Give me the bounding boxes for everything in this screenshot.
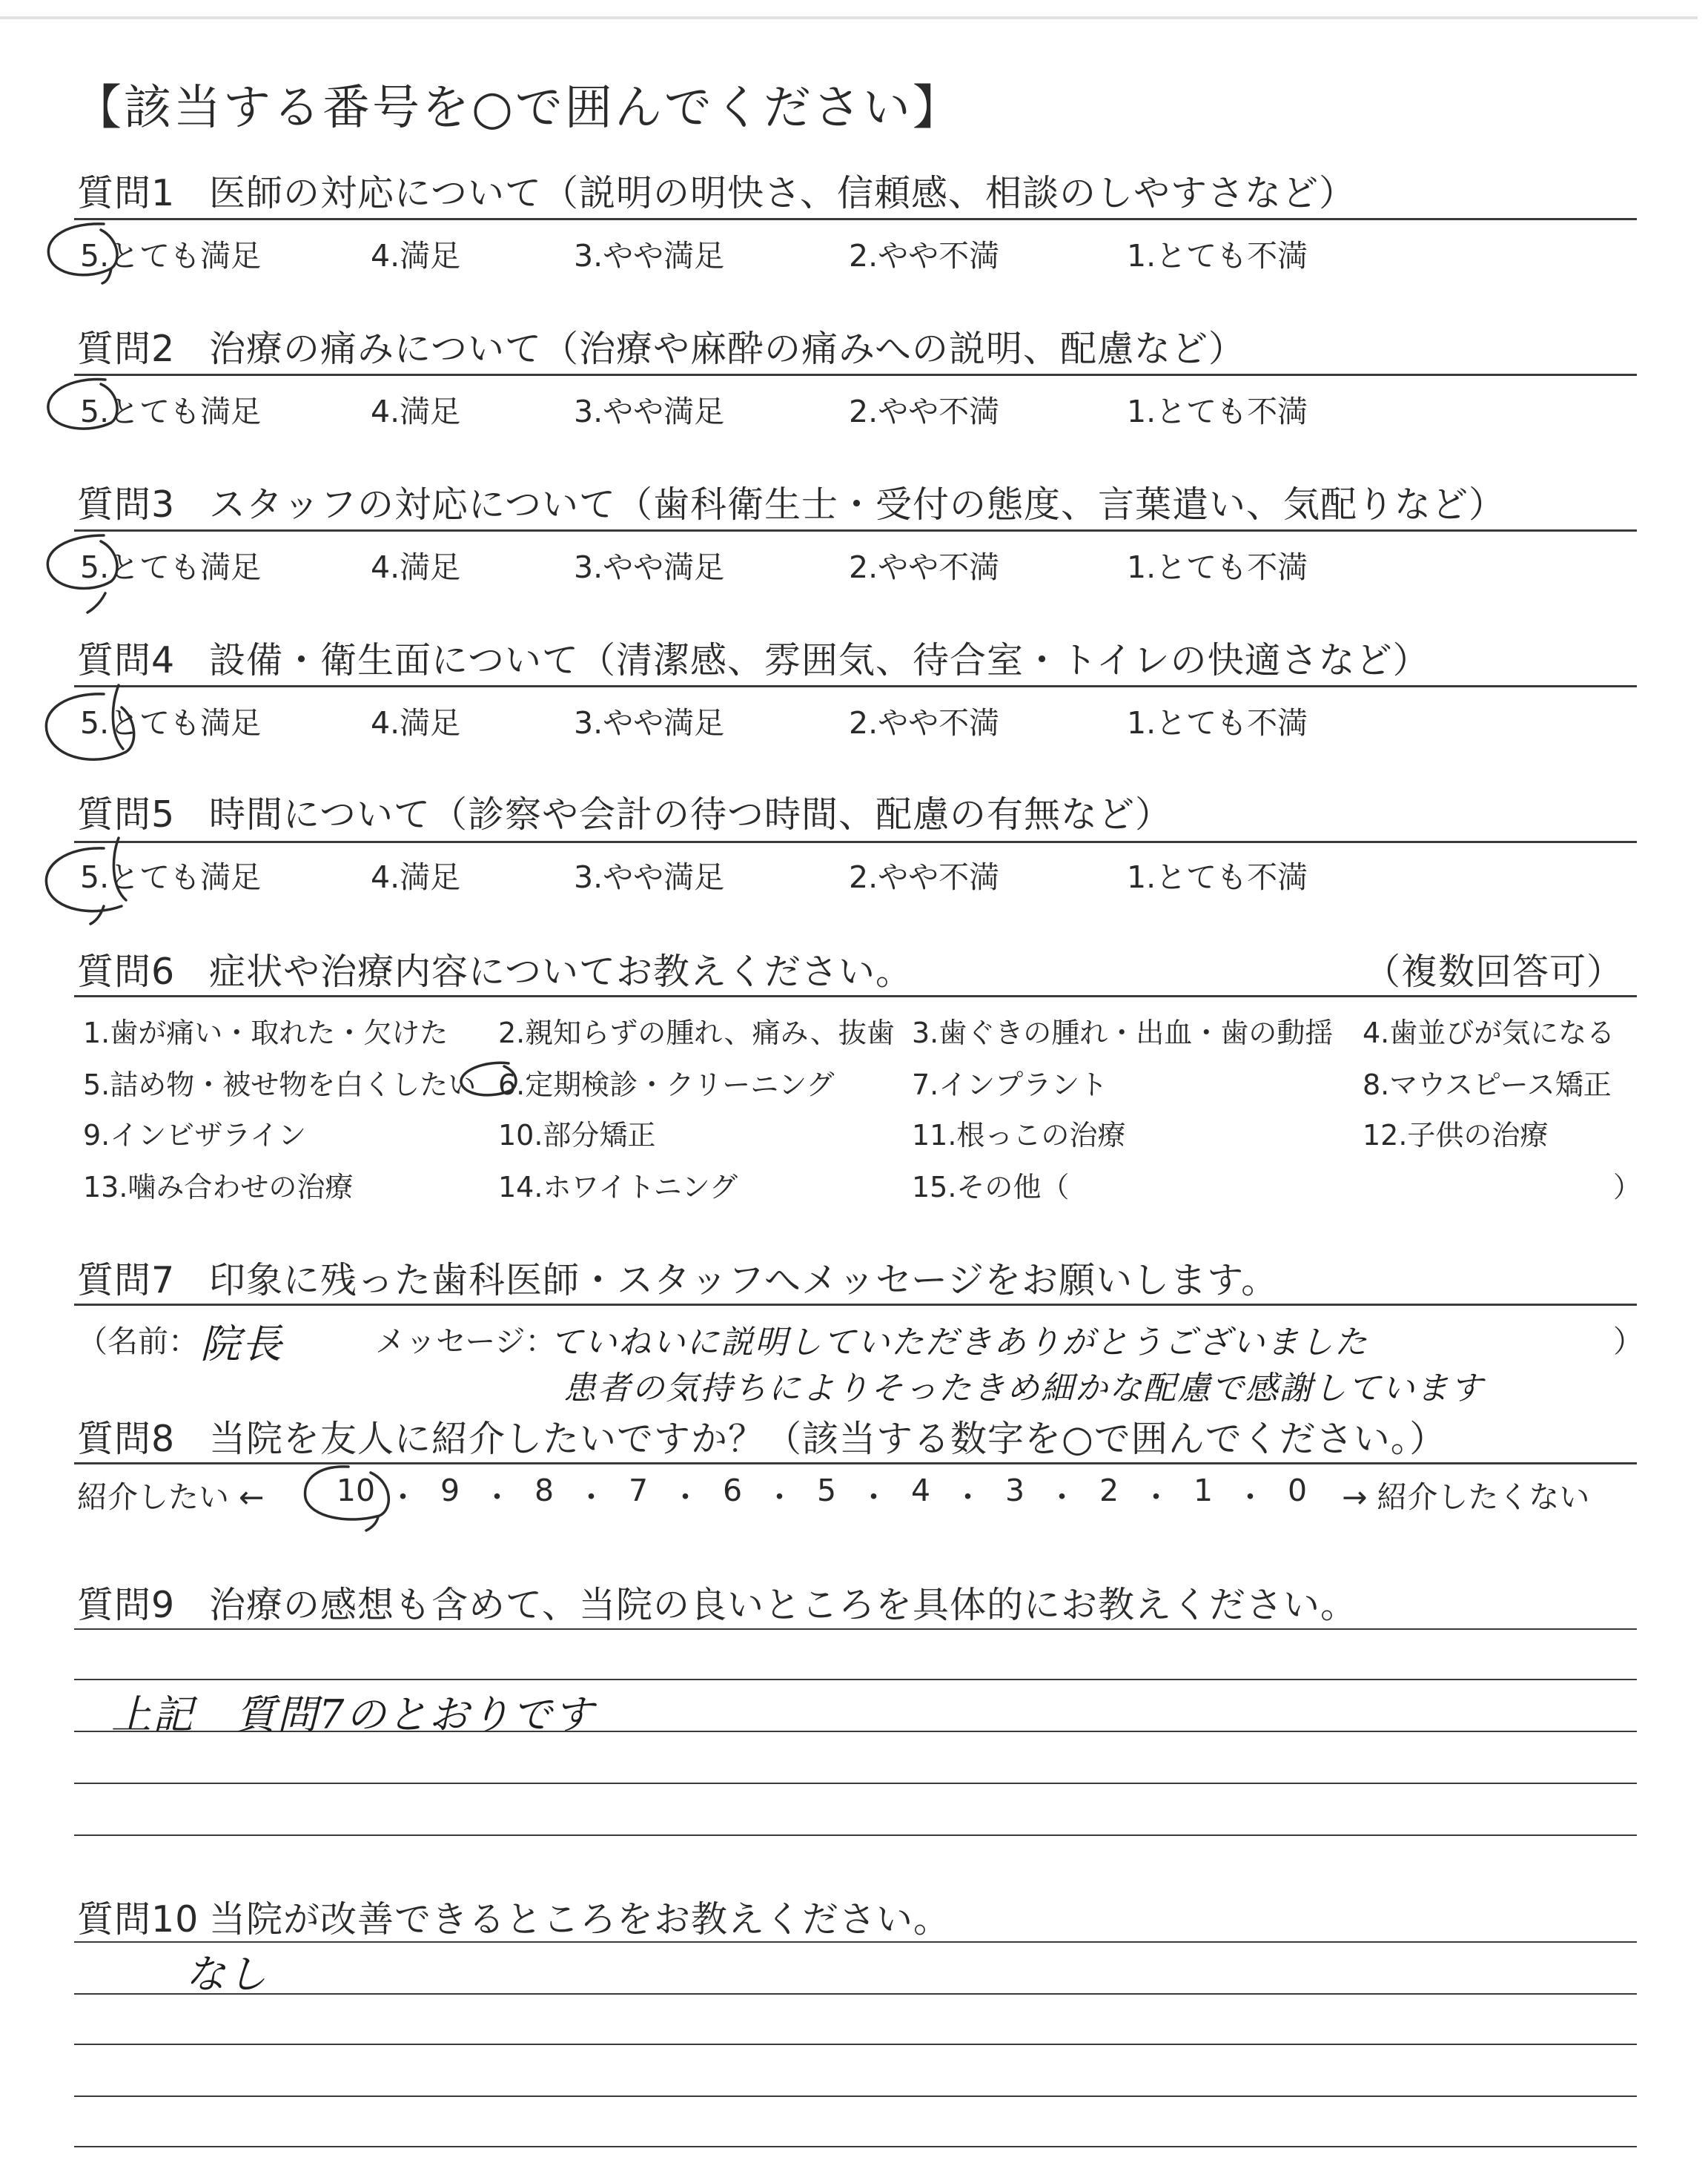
q8-scale-separator: ・ xyxy=(1235,1479,1265,1515)
q6-item-2[interactable]: 2.親知らずの腫れ、痛み、抜歯 xyxy=(498,1017,895,1049)
q8-scale-value-8[interactable]: 8 xyxy=(534,1473,555,1508)
q4-option-5[interactable]: 5.とても満足 xyxy=(80,705,262,741)
q6-item-8[interactable]: 8.マウスピース矯正 xyxy=(1363,1069,1612,1101)
q1-option-2[interactable]: 2.やや不満 xyxy=(849,238,1000,274)
q8-scale-value-6[interactable]: 6 xyxy=(722,1473,743,1508)
q9-answer[interactable]: 上記 質問7のとおりです xyxy=(111,1691,595,1738)
q8-scale-value-4[interactable]: 4 xyxy=(910,1473,931,1508)
q5-option-2[interactable]: 2.やや不満 xyxy=(849,859,1000,895)
q1-option-5[interactable]: 5.とても満足 xyxy=(80,238,262,274)
q8-scale-value-5[interactable]: 5 xyxy=(816,1473,837,1508)
q8-scale-separator: ・ xyxy=(953,1479,983,1515)
q2-option-2[interactable]: 2.やや不満 xyxy=(849,394,1000,429)
q7-name-label: （名前： xyxy=(77,1324,199,1359)
page-title: 【該当する番号を○で囲んでください】 xyxy=(74,81,962,136)
q5-text: 時間について（診察や会計の待つ時間、配慮の有無など） xyxy=(209,793,1173,836)
q6-other-close-paren: ） xyxy=(1613,1171,1642,1203)
q8-right-label: → 紹介したくない xyxy=(1342,1479,1590,1515)
q5-option-3[interactable]: 3.やや満足 xyxy=(574,859,725,895)
q8-scale-separator: ・ xyxy=(482,1479,512,1515)
q7-message-label: メッセージ： xyxy=(375,1324,556,1359)
q6-item-9[interactable]: 9.インビザライン xyxy=(83,1119,307,1152)
q5-option-5[interactable]: 5.とても満足 xyxy=(80,859,262,895)
q1-option-1[interactable]: 1.とても不満 xyxy=(1127,238,1308,274)
q1-label: 質問1 xyxy=(77,172,176,214)
q8-scale-value-0[interactable]: 0 xyxy=(1287,1473,1308,1508)
q5-option-4[interactable]: 4.満足 xyxy=(371,859,461,895)
q8-scale-separator: ・ xyxy=(1141,1479,1171,1515)
q8-scale-value-10[interactable]: 10 xyxy=(336,1473,376,1508)
q8-scale-separator: ・ xyxy=(388,1479,418,1515)
q6-note: （複数回答可） xyxy=(1364,951,1624,993)
q7-close-paren: ） xyxy=(1613,1324,1644,1359)
q8-scale-value-7[interactable]: 7 xyxy=(628,1473,649,1508)
q6-item-6[interactable]: 6.定期検診・クリーニング xyxy=(498,1069,835,1101)
q7-text: 印象に残った歯科医師・スタッフへメッセージをお願いします。 xyxy=(209,1259,1279,1301)
q6-item-13[interactable]: 13.噛み合わせの治療 xyxy=(83,1171,354,1203)
q10-label: 質問10 xyxy=(77,1898,199,1941)
q4-circle-mark xyxy=(46,685,133,759)
q9-text: 治療の感想も含めて、当院の良いところを具体的にお教えください。 xyxy=(209,1584,1358,1626)
q6-item-3[interactable]: 3.歯ぐきの腫れ・出血・歯の動揺 xyxy=(912,1017,1334,1049)
q8-circle-mark xyxy=(305,1467,389,1530)
q4-label: 質問4 xyxy=(77,639,176,681)
q8-label: 質問8 xyxy=(77,1418,176,1460)
q8-scale-separator: ・ xyxy=(576,1479,606,1515)
q3-label: 質問3 xyxy=(77,483,176,526)
q4-text: 設備・衛生面について（清潔感、雰囲気、待合室・トイレの快適さなど） xyxy=(209,639,1430,681)
q6-item-1[interactable]: 1.歯が痛い・取れた・欠けた xyxy=(83,1017,448,1049)
q4-option-3[interactable]: 3.やや満足 xyxy=(574,705,725,741)
q6-item-7[interactable]: 7.インプラント xyxy=(912,1069,1108,1101)
q6-item-12[interactable]: 12.子供の治療 xyxy=(1363,1119,1549,1152)
q7-message-line-1[interactable]: ていねいに説明していただきありがとうございました xyxy=(550,1324,1368,1361)
q1-text: 医師の対応について（説明の明快さ、信頼感、相談のしやすさなど） xyxy=(209,172,1357,214)
q2-circle-mark xyxy=(48,380,117,429)
q8-text: 当院を友人に紹介したいですか？（該当する数字を○で囲んでください。） xyxy=(209,1418,1447,1460)
q6-item-6-circle-mark xyxy=(461,1063,516,1095)
q8-scale-value-2[interactable]: 2 xyxy=(1099,1473,1119,1508)
q9-label: 質問9 xyxy=(77,1584,176,1626)
q8-scale-value-3[interactable]: 3 xyxy=(1004,1473,1025,1508)
q2-label: 質問2 xyxy=(77,328,176,370)
q5-label: 質問5 xyxy=(77,793,176,836)
q7-name-value[interactable]: 院長 xyxy=(200,1321,283,1367)
q2-option-5[interactable]: 5.とても満足 xyxy=(80,394,262,429)
q3-option-5[interactable]: 5.とても満足 xyxy=(80,549,262,585)
q3-option-4[interactable]: 4.満足 xyxy=(371,549,461,585)
q2-text: 治療の痛みについて（治療や麻酔の痛みへの説明、配慮など） xyxy=(209,328,1246,370)
q8-scale-separator: ・ xyxy=(764,1479,795,1515)
q1-option-3[interactable]: 3.やや満足 xyxy=(574,238,725,274)
q6-item-11[interactable]: 11.根っこの治療 xyxy=(912,1119,1126,1152)
q8-scale-separator: ・ xyxy=(1047,1479,1077,1515)
q10-answer[interactable]: なし xyxy=(185,1951,268,1998)
q8-scale-separator: ・ xyxy=(858,1479,889,1515)
q4-option-1[interactable]: 1.とても不満 xyxy=(1127,705,1308,741)
q1-option-4[interactable]: 4.満足 xyxy=(371,238,461,274)
q3-text: スタッフの対応について（歯科衛生士・受付の態度、言葉遣い、気配りなど） xyxy=(209,483,1506,526)
q4-option-4[interactable]: 4.満足 xyxy=(371,705,461,741)
q3-option-2[interactable]: 2.やや不満 xyxy=(849,549,1000,585)
q8-scale-separator: ・ xyxy=(670,1479,701,1515)
q8-scale-value-1[interactable]: 1 xyxy=(1193,1473,1214,1508)
q7-label: 質問7 xyxy=(77,1259,176,1301)
q2-option-4[interactable]: 4.満足 xyxy=(371,394,461,429)
q6-item-14[interactable]: 14.ホワイトニング xyxy=(498,1171,738,1203)
q6-item-5[interactable]: 5.詰め物・被せ物を白くしたい xyxy=(83,1069,477,1101)
q2-option-1[interactable]: 1.とても不満 xyxy=(1127,394,1308,429)
q3-circle-mark xyxy=(47,535,117,612)
q3-option-3[interactable]: 3.やや満足 xyxy=(574,549,725,585)
q6-label: 質問6 xyxy=(77,951,176,993)
q2-option-3[interactable]: 3.やや満足 xyxy=(574,394,725,429)
q3-option-1[interactable]: 1.とても不満 xyxy=(1127,549,1308,585)
q8-scale-value-9[interactable]: 9 xyxy=(440,1473,460,1508)
q8-left-label: 紹介したい ← xyxy=(77,1479,265,1515)
q1-circle-mark xyxy=(48,224,117,283)
q6-item-4[interactable]: 4.歯並びが気になる xyxy=(1363,1017,1615,1049)
q5-option-1[interactable]: 1.とても不満 xyxy=(1127,859,1308,895)
q6-item-15[interactable]: 15.その他（ xyxy=(912,1171,1070,1203)
q6-item-10[interactable]: 10.部分矯正 xyxy=(498,1119,656,1152)
q10-text: 当院が改善できるところをお教えください。 xyxy=(209,1898,951,1941)
q6-text: 症状や治療内容についてお教えください。 xyxy=(209,951,913,993)
q4-option-2[interactable]: 2.やや不満 xyxy=(849,705,1000,741)
q5-circle-mark xyxy=(46,838,126,924)
q7-message-line-2[interactable]: 患者の気持ちによりそったきめ細かな配慮で感謝しています xyxy=(563,1370,1484,1407)
